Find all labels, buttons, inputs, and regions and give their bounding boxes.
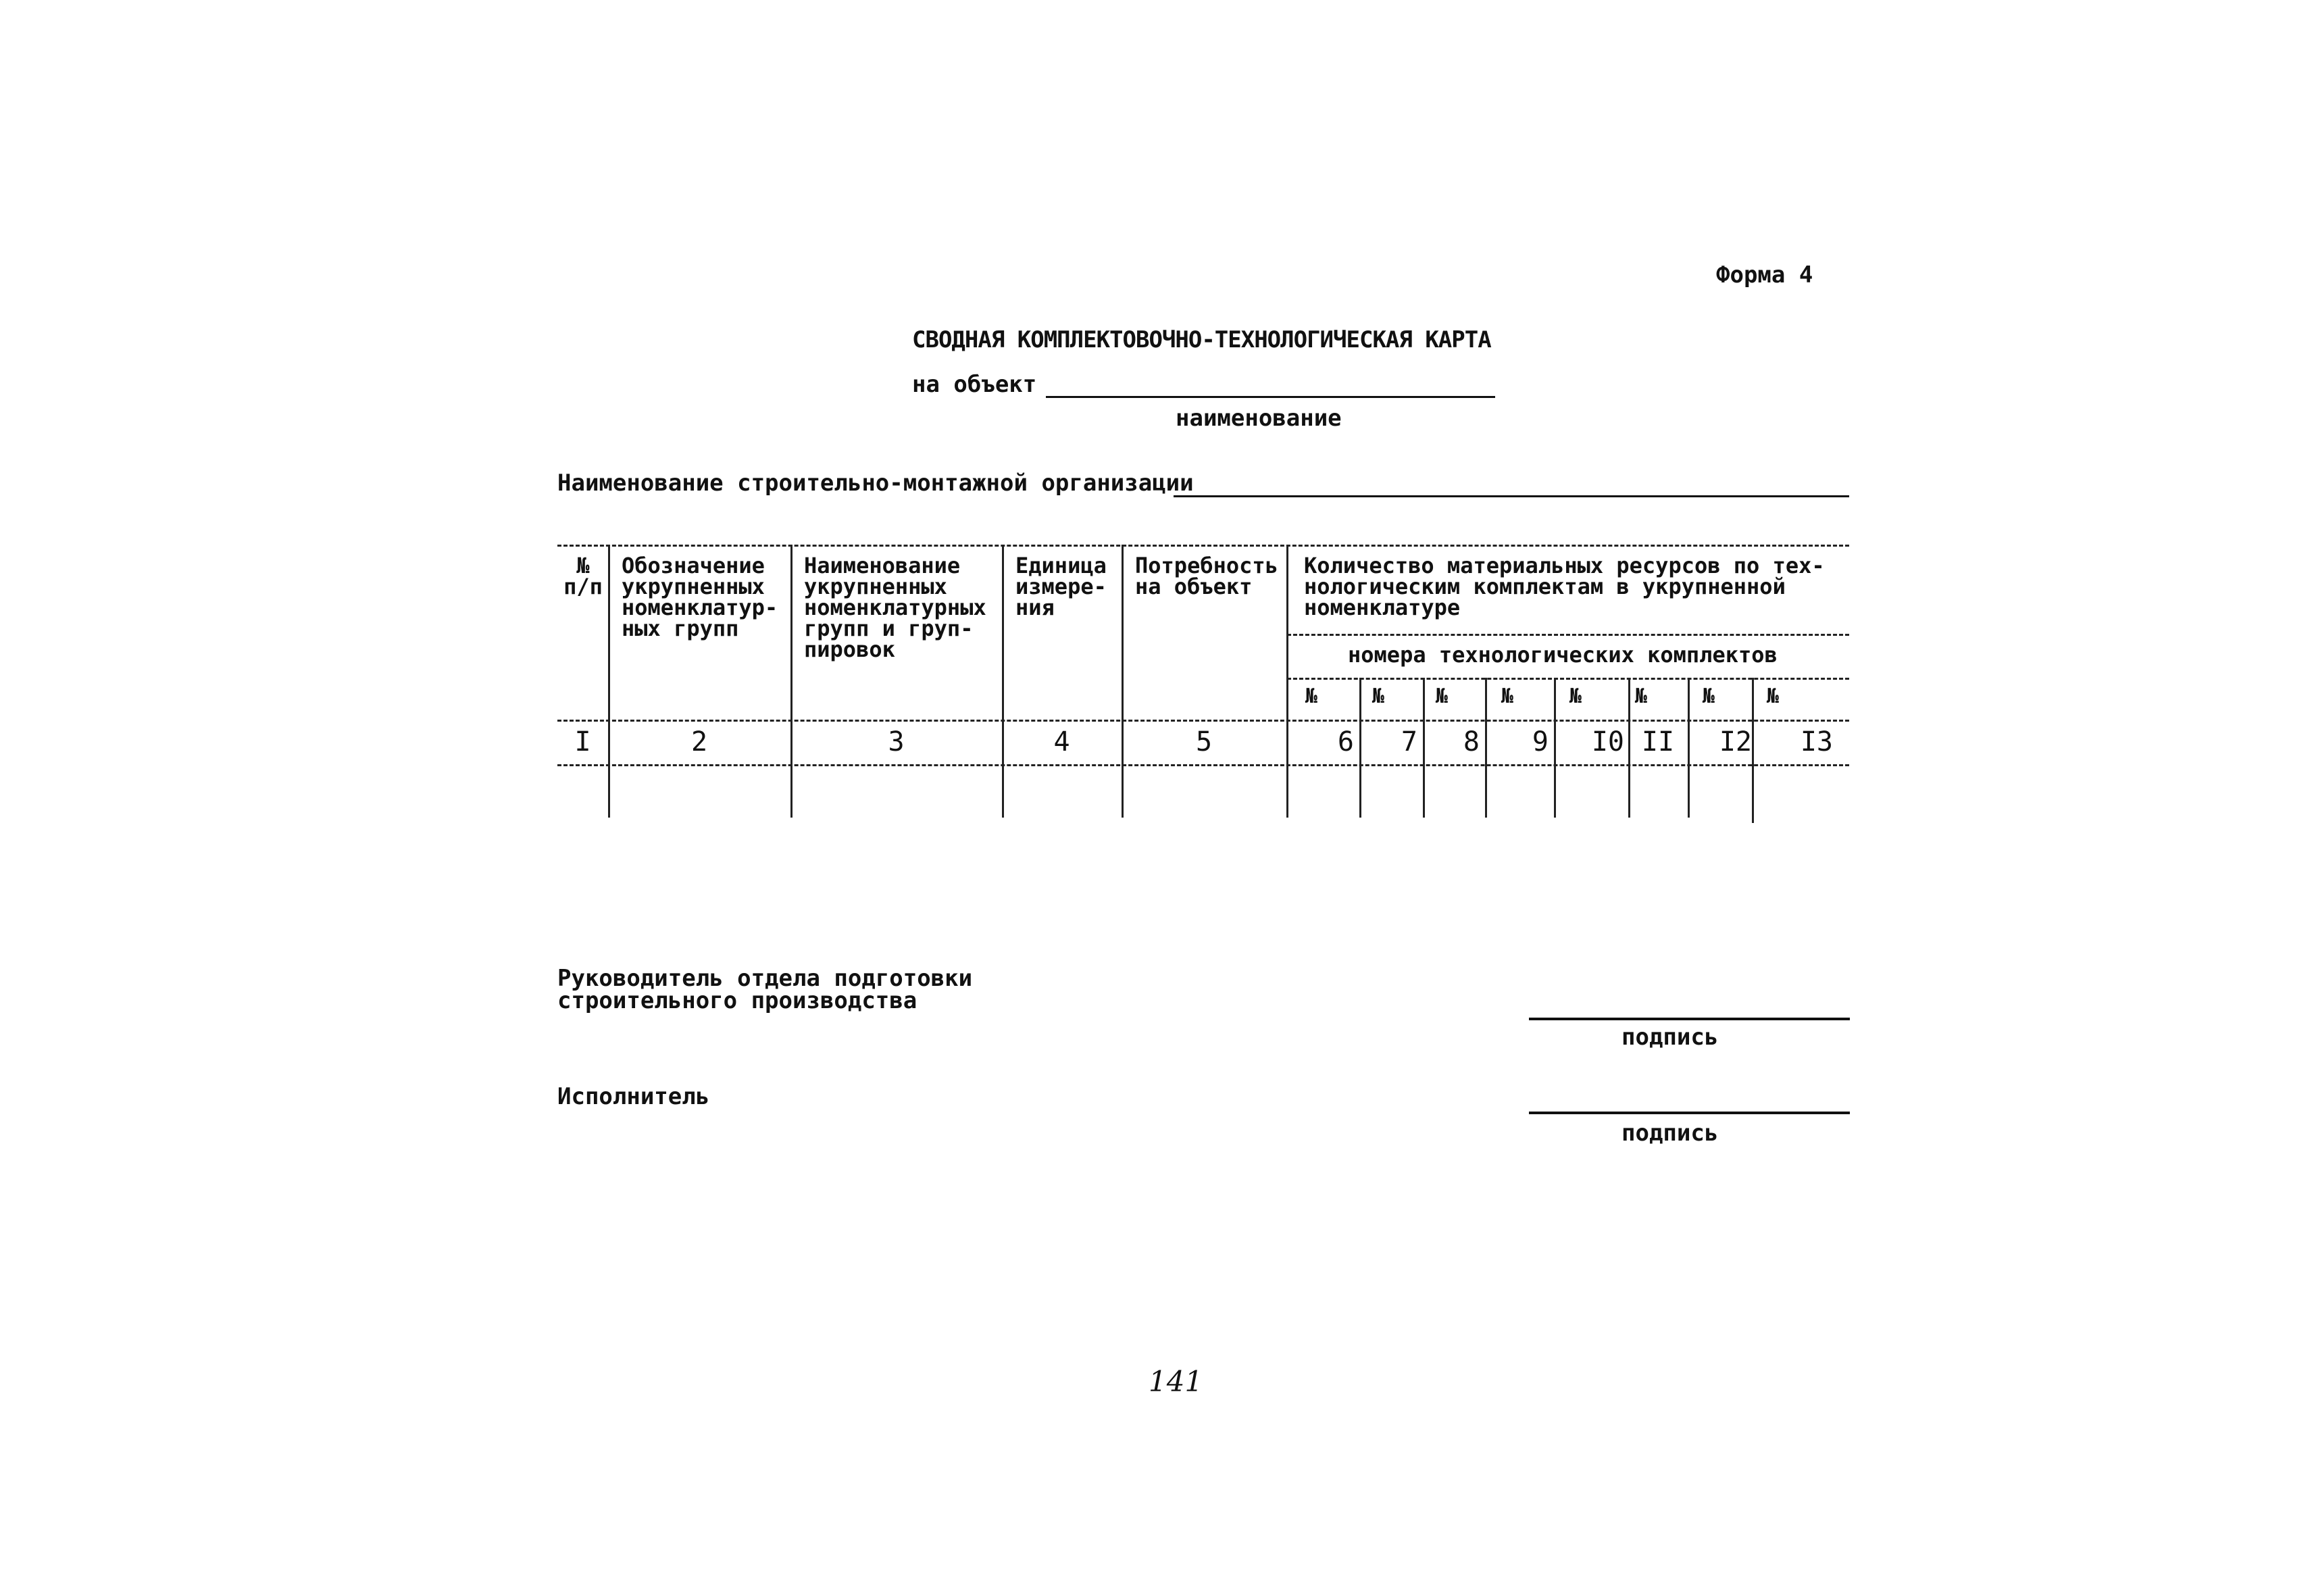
kit-number-mark: № bbox=[1305, 684, 1318, 708]
object-name-caption: наименование bbox=[1176, 405, 1342, 432]
column-number-cell: 8 bbox=[1463, 726, 1480, 757]
table-col-rule bbox=[1002, 545, 1004, 818]
table-top-rule bbox=[557, 545, 1849, 547]
head-of-department-label: Руководитель отдела подготовки строительного производства bbox=[557, 965, 973, 1014]
kit-number-mark: № bbox=[1372, 684, 1385, 708]
table-col-rule bbox=[608, 545, 610, 818]
head-signature-caption: подпись bbox=[1621, 1024, 1719, 1051]
table-col-rule bbox=[790, 545, 793, 818]
column-number-cell: I3 bbox=[1800, 726, 1833, 757]
column-number-cell: 7 bbox=[1401, 726, 1417, 757]
object-label: на объект bbox=[912, 371, 1037, 398]
column-number-cell: 5 bbox=[1195, 726, 1213, 757]
kit-number-mark: № bbox=[1703, 684, 1715, 708]
column-number-cell: I2 bbox=[1719, 726, 1752, 757]
column-number-cell: 9 bbox=[1532, 726, 1549, 757]
kit-number-mark: № bbox=[1436, 684, 1449, 708]
object-name-blank-line[interactable] bbox=[1046, 396, 1495, 398]
executor-label: Исполнитель bbox=[557, 1083, 710, 1110]
form-label: Форма 4 bbox=[1716, 261, 1813, 289]
header-unit: Единица измере- ния bbox=[1015, 553, 1107, 620]
document-title: СВОДНАЯ КОМПЛЕКТОВОЧНО-ТЕХНОЛОГИЧЕСКАЯ КАРТА bbox=[912, 326, 1491, 353]
table-col-rule bbox=[1122, 545, 1124, 818]
executor-signature-line[interactable] bbox=[1529, 1112, 1850, 1114]
column-number-cell: 6 bbox=[1337, 726, 1354, 757]
column-number-cell: II bbox=[1641, 726, 1675, 757]
kit-number-mark: № bbox=[1635, 684, 1648, 708]
table-header-bottom-rule bbox=[557, 720, 1849, 722]
page-number: 141 bbox=[1149, 1365, 1203, 1398]
executor-signature-caption: подпись bbox=[1621, 1120, 1719, 1147]
header-group-name: Наименование укрупненных номенклатурных групп и груп- пировок bbox=[804, 553, 986, 662]
kit-number-mark: № bbox=[1569, 684, 1582, 708]
column-number-cell: 4 bbox=[1053, 726, 1070, 757]
table-col-rule bbox=[1286, 545, 1288, 818]
header-demand: Потребность на объект bbox=[1135, 553, 1278, 599]
kit-number-mark: № bbox=[1767, 684, 1780, 708]
header-row-number: № п/п bbox=[563, 553, 603, 599]
column-number-cell: I0 bbox=[1591, 726, 1624, 757]
header-group-code: Обозначение укрупненных номенклатур- ных групп bbox=[622, 553, 778, 641]
table-group-rule bbox=[1287, 634, 1849, 636]
column-number-cell: 3 bbox=[888, 726, 905, 757]
head-signature-line[interactable] bbox=[1529, 1018, 1850, 1020]
kit-number-mark: № bbox=[1501, 684, 1514, 708]
header-kit-numbers: номера технологических комплектов bbox=[1348, 642, 1778, 668]
organization-label: Наименование строительно-монтажной организации bbox=[557, 470, 1194, 497]
column-number-cell: 2 bbox=[690, 726, 708, 757]
header-resources-quantity: Количество материальных ресурсов по тех- нологическим комплектам в укрупненной номенклатуре bbox=[1304, 553, 1825, 620]
table-subgroup-rule bbox=[1287, 678, 1849, 680]
column-number-cell: I bbox=[574, 726, 591, 757]
organization-blank-line[interactable] bbox=[1174, 495, 1849, 497]
table-numbers-bottom-rule bbox=[557, 764, 1849, 766]
